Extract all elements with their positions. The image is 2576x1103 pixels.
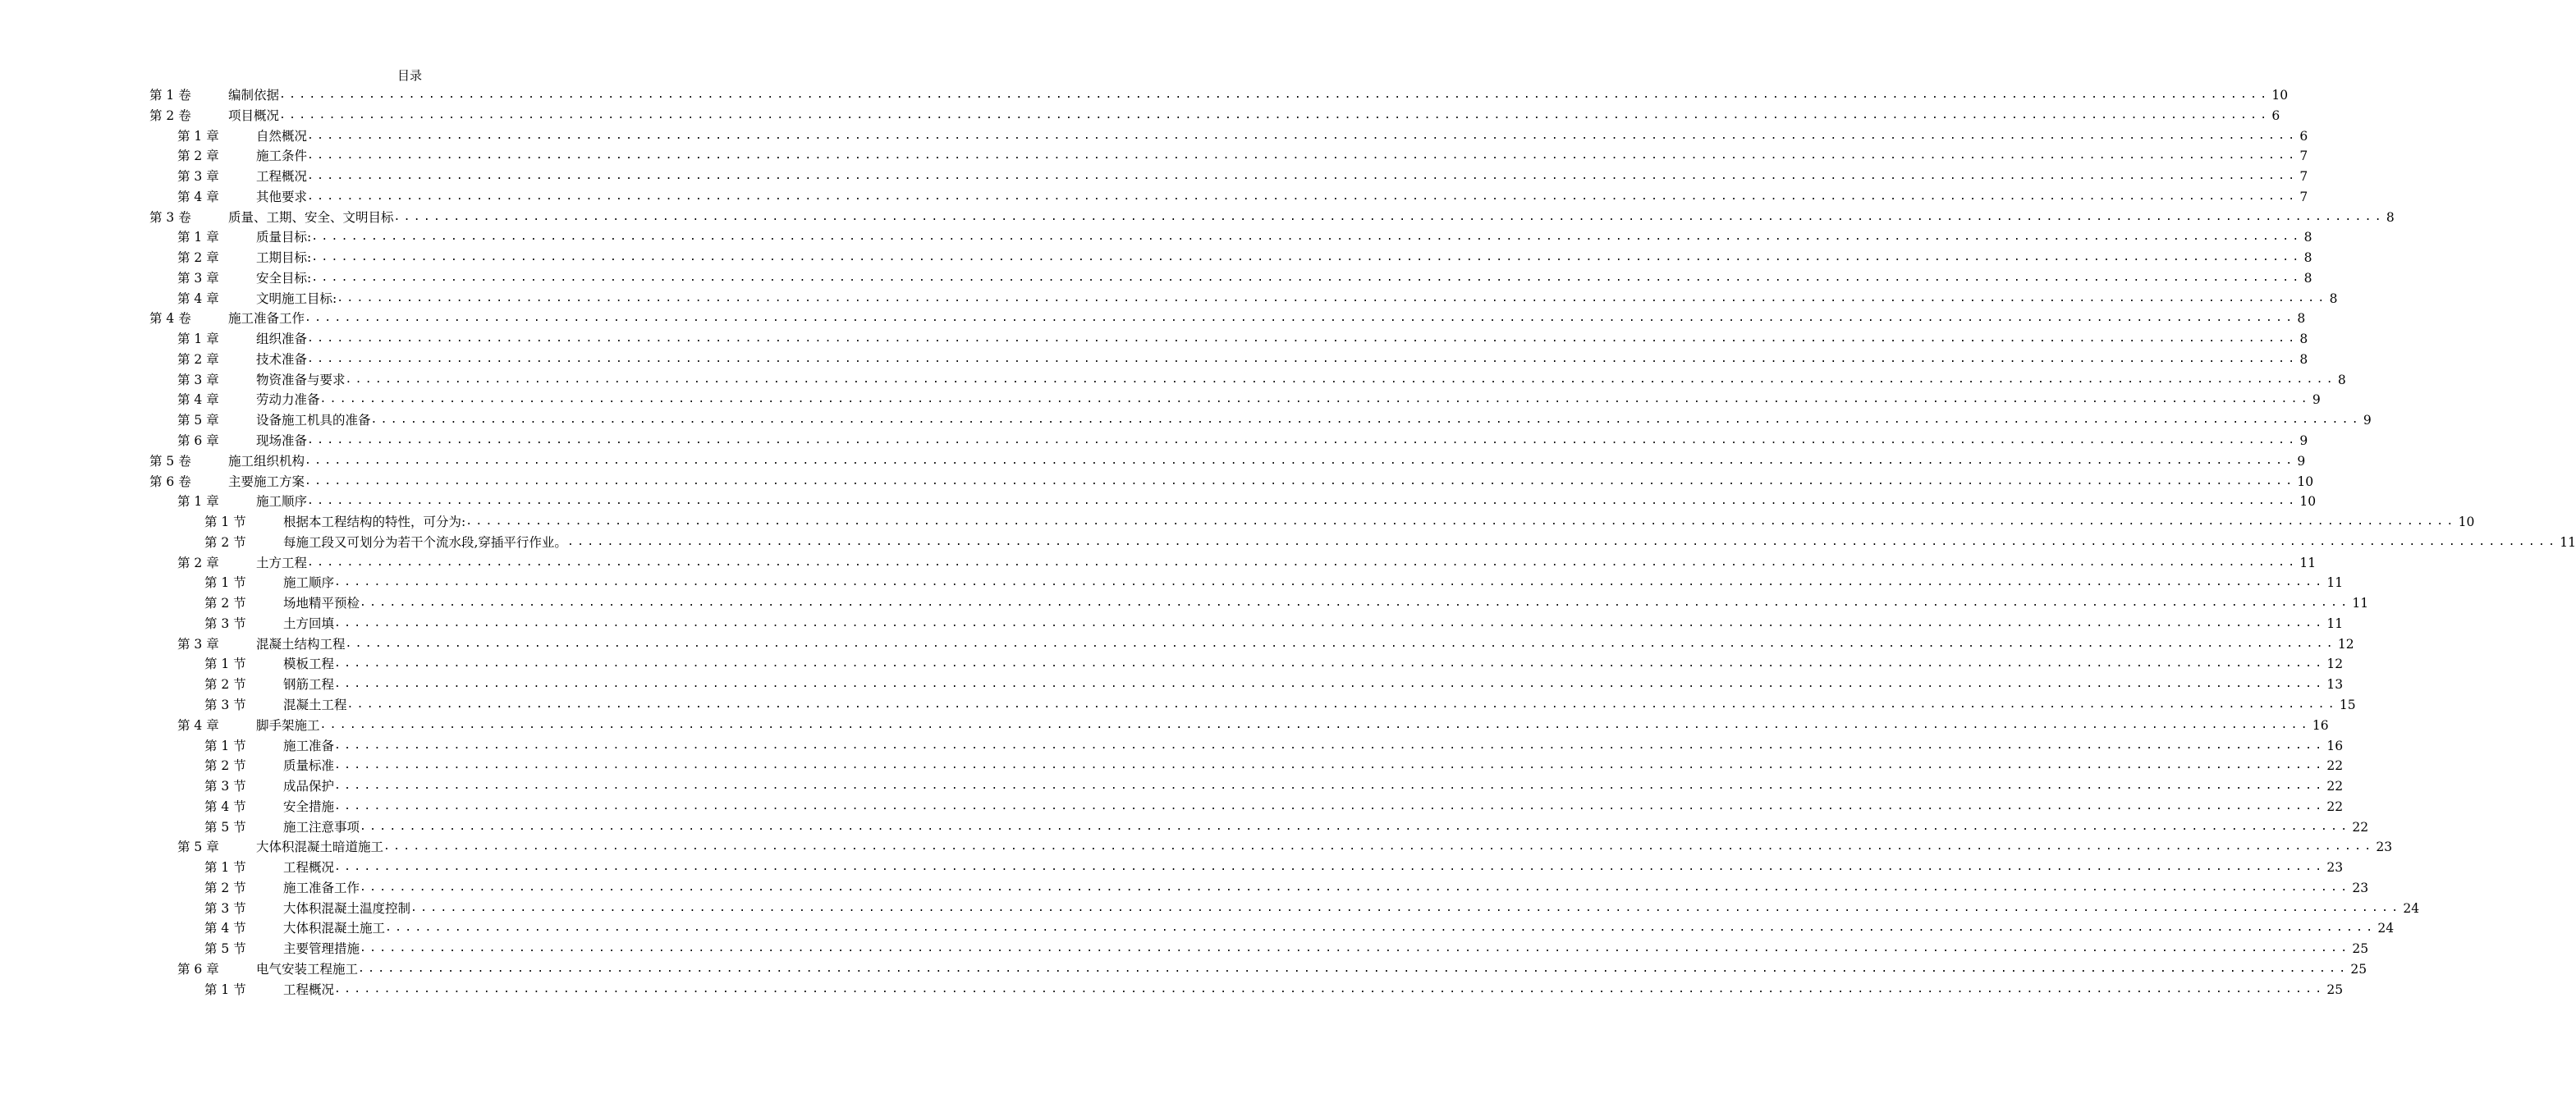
toc-entry[interactable] xyxy=(0,695,2356,716)
toc-entry-title: 现场准备 xyxy=(256,433,308,449)
toc-entry[interactable] xyxy=(0,390,2321,410)
toc-dot-leader: ........................................................................................................................................................................................................ xyxy=(305,454,2296,467)
toc-entry[interactable] xyxy=(0,837,2393,858)
toc-entry-page: 12 xyxy=(2337,636,2354,652)
toc-entry[interactable] xyxy=(0,512,2475,533)
page-title: 目录 xyxy=(396,68,422,83)
toc-entry-line xyxy=(283,512,2475,533)
toc-entry-page: 8 xyxy=(2299,351,2308,367)
toc-dot-leader: ........................................................................................................................................................................................................ xyxy=(279,108,2271,121)
toc-entry[interactable] xyxy=(0,85,2289,106)
toc-entry-line xyxy=(256,350,2308,370)
toc-entry[interactable] xyxy=(0,106,2280,126)
toc-entry-line xyxy=(283,817,2369,838)
toc-dot-leader: ........................................................................................................................................................................................................ xyxy=(305,474,2296,487)
toc-entry-line xyxy=(256,410,2372,431)
toc-entry-page: 11 xyxy=(2352,596,2369,611)
toc-entry-number: 第 4 节 xyxy=(204,799,246,814)
toc-entry-line xyxy=(228,106,2280,126)
toc-entry-line xyxy=(283,736,2344,757)
toc-entry-title: 土方工程 xyxy=(256,555,308,570)
toc-entry-page: 10 xyxy=(2271,88,2289,103)
toc-entry[interactable] xyxy=(0,776,2344,797)
toc-entry-title: 主要施工方案 xyxy=(228,474,305,489)
toc-entry-page: 24 xyxy=(2377,921,2395,936)
toc-dot-leader: ........................................................................................................................................................................................................ xyxy=(370,414,2362,427)
toc-entry-title: 质量标准 xyxy=(283,758,335,774)
toc-entry-line xyxy=(283,614,2344,634)
toc-entry-title: 工期目标: xyxy=(256,250,312,266)
toc-entry-number: 第 1 卷 xyxy=(149,88,191,103)
toc-entry-page: 7 xyxy=(2299,149,2308,164)
toc-dot-leader: ........................................................................................................................................................................................................ xyxy=(360,820,2351,833)
toc-entry-line xyxy=(283,797,2344,817)
toc-dot-leader: ........................................................................................................................................................................................................ xyxy=(410,901,2402,914)
toc-entry-title: 混凝土工程 xyxy=(283,697,347,712)
toc-entry-page: 8 xyxy=(2303,250,2312,266)
toc-entry-number: 第 5 卷 xyxy=(149,453,191,469)
toc-entry[interactable] xyxy=(0,492,2317,512)
toc-entry-title: 施工条件 xyxy=(256,149,308,164)
toc-entry-number: 第 6 章 xyxy=(177,433,219,449)
toc-entry-line xyxy=(256,390,2321,410)
toc-entry-line xyxy=(256,187,2308,208)
toc-entry-page: 8 xyxy=(2386,209,2395,225)
toc-entry-line xyxy=(256,329,2308,350)
toc-entry-line xyxy=(283,533,2576,553)
toc-entry-number: 第 3 章 xyxy=(177,270,219,286)
toc-dot-leader: ........................................................................................................................................................................................................ xyxy=(307,332,2299,346)
toc-entry[interactable] xyxy=(0,614,2344,634)
toc-entry[interactable] xyxy=(0,634,2354,655)
toc-dot-leader: ........................................................................................................................................................................................................ xyxy=(383,840,2375,854)
toc-entry-title: 主要管理措施 xyxy=(283,941,360,957)
toc-entry-line xyxy=(256,634,2354,655)
toc-entry-number: 第 3 章 xyxy=(177,372,219,387)
toc-entry-number: 第 3 章 xyxy=(177,169,219,185)
toc-entry-number: 第 1 节 xyxy=(204,575,246,591)
toc-entry-number: 第 2 节 xyxy=(204,880,246,895)
toc-entry-line xyxy=(283,918,2395,939)
toc-entry-number: 第 3 节 xyxy=(204,779,246,794)
toc-entry[interactable] xyxy=(0,451,2306,472)
toc-entry-page: 11 xyxy=(2560,534,2576,550)
toc-entry-line xyxy=(256,167,2308,187)
toc-entry-page: 22 xyxy=(2326,758,2344,774)
toc-dot-leader: ........................................................................................................................................................................................................ xyxy=(345,637,2336,650)
toc-entry-title: 设备施工机具的准备 xyxy=(256,413,371,428)
toc-entry-page: 9 xyxy=(2363,413,2372,428)
toc-entry-page: 15 xyxy=(2339,697,2356,712)
toc-entry-title: 土方回填 xyxy=(283,616,335,631)
toc-entry-line xyxy=(283,593,2369,614)
toc-entry-title: 物资准备与要求 xyxy=(256,372,346,387)
toc-entry-line xyxy=(256,553,2317,574)
toc-dot-leader: ........................................................................................................................................................................................................ xyxy=(305,312,2296,325)
toc-dot-leader: ........................................................................................................................................................................................................ xyxy=(311,251,2303,264)
toc-entry-title: 钢筋工程 xyxy=(283,677,335,693)
toc-entry-title: 电气安装工程施工 xyxy=(256,961,359,977)
toc-entry-title: 每施工段又可划分为若干个流水段,穿插平行作业。 xyxy=(283,534,567,550)
toc-entry-line xyxy=(228,85,2289,106)
toc-entry-line xyxy=(228,451,2306,472)
toc-entry-number: 第 1 节 xyxy=(204,860,246,876)
toc-entry-number: 第 3 卷 xyxy=(149,209,191,225)
toc-entry-line xyxy=(283,980,2344,1000)
toc-entry-title: 工程概况 xyxy=(283,982,335,997)
toc-entry-number: 第 6 章 xyxy=(177,961,219,977)
toc-dot-leader: ........................................................................................................................................................................................................ xyxy=(307,129,2299,142)
toc-dot-leader: ........................................................................................................................................................................................................ xyxy=(346,698,2338,711)
toc-entry-title: 其他要求 xyxy=(256,189,308,204)
toc-entry-line xyxy=(283,573,2344,593)
toc-dot-leader: ........................................................................................................................................................................................................ xyxy=(319,718,2311,731)
toc-entry-title: 施工顺序 xyxy=(256,494,308,510)
toc-entry[interactable] xyxy=(0,675,2344,695)
toc-entry-line xyxy=(256,837,2393,858)
toc-entry-page: 23 xyxy=(2352,880,2369,895)
toc-entry-line xyxy=(228,309,2306,329)
toc-entry[interactable] xyxy=(0,553,2317,574)
toc-dot-leader: ........................................................................................................................................................................................................ xyxy=(307,149,2299,162)
toc-entry-line xyxy=(256,227,2312,248)
toc-entry-line xyxy=(256,370,2346,391)
toc-entry-page: 22 xyxy=(2326,799,2344,814)
toc-entry-title: 项目概况 xyxy=(228,108,280,123)
toc-entry-line xyxy=(228,472,2314,492)
toc-entry-line xyxy=(256,126,2308,147)
toc-entry-page: 25 xyxy=(2350,961,2367,977)
toc-dot-leader: ........................................................................................................................................................................................................ xyxy=(393,210,2385,223)
toc-entry-number: 第 2 章 xyxy=(177,149,219,164)
toc-entry[interactable] xyxy=(0,472,2314,492)
toc-entry-number: 第 1 章 xyxy=(177,230,219,245)
toc-entry-page: 22 xyxy=(2352,819,2369,835)
toc-entry[interactable] xyxy=(0,227,2312,248)
toc-entry-page: 25 xyxy=(2326,982,2344,997)
toc-entry-number: 第 5 节 xyxy=(204,819,246,835)
toc-entry-page: 9 xyxy=(2299,433,2308,449)
toc-dot-leader: ........................................................................................................................................................................................................ xyxy=(307,352,2299,365)
toc-entry[interactable] xyxy=(0,878,2369,899)
toc-dot-leader: ........................................................................................................................................................................................................ xyxy=(334,759,2326,772)
toc-dot-leader: ........................................................................................................................................................................................................ xyxy=(358,962,2349,975)
toc-entry[interactable] xyxy=(0,146,2308,167)
toc-entry-number: 第 5 节 xyxy=(204,941,246,957)
toc-entry-page: 13 xyxy=(2326,677,2344,693)
toc-entry[interactable] xyxy=(0,410,2372,431)
toc-dot-leader: ........................................................................................................................................................................................................ xyxy=(307,434,2299,447)
toc-entry[interactable] xyxy=(0,329,2308,350)
toc-entry-line xyxy=(256,431,2308,451)
toc-entry-title: 劳动力准备 xyxy=(256,392,320,408)
toc-dot-leader: ........................................................................................................................................................................................................ xyxy=(385,922,2377,935)
toc-entry-number: 第 2 节 xyxy=(204,596,246,611)
toc-entry-page: 8 xyxy=(2303,230,2312,245)
toc-dot-leader: ........................................................................................................................................................................................................ xyxy=(334,576,2326,589)
toc-entry-number: 第 4 节 xyxy=(204,921,246,936)
toc-entry[interactable] xyxy=(0,654,2344,675)
toc-entry-number: 第 1 节 xyxy=(204,657,246,672)
toc-dot-leader: ........................................................................................................................................................................................................ xyxy=(334,616,2326,629)
toc-dot-leader: ........................................................................................................................................................................................................ xyxy=(337,291,2328,304)
toc-entry-page: 23 xyxy=(2376,840,2393,855)
toc-entry-line xyxy=(283,878,2369,899)
toc-entry-line xyxy=(283,654,2344,675)
toc-entry[interactable] xyxy=(0,533,2576,553)
toc-entry-page: 8 xyxy=(2303,270,2312,286)
table-of-contents xyxy=(0,85,2576,1000)
toc-entry[interactable] xyxy=(0,817,2369,838)
toc-dot-leader: ........................................................................................................................................................................................................ xyxy=(334,739,2326,752)
toc-entry-title: 场地精平预检 xyxy=(283,596,360,611)
toc-entry-page: 10 xyxy=(2299,494,2317,510)
toc-entry-number: 第 3 节 xyxy=(204,697,246,712)
toc-dot-leader: ........................................................................................................................................................................................................ xyxy=(334,799,2326,812)
toc-entry-page: 8 xyxy=(2299,332,2308,347)
toc-entry-page: 25 xyxy=(2352,941,2369,957)
toc-entry-title: 施工准备工作 xyxy=(283,880,360,895)
toc-dot-leader: ........................................................................................................................................................................................................ xyxy=(334,982,2326,995)
toc-entry-line xyxy=(283,695,2356,716)
toc-entry-page: 8 xyxy=(2297,311,2306,327)
toc-entry-line xyxy=(283,858,2344,878)
toc-entry-number: 第 4 章 xyxy=(177,291,219,306)
toc-entry-number: 第 3 章 xyxy=(177,636,219,652)
toc-entry-title: 大体积混凝土暗道施工 xyxy=(256,840,384,855)
toc-entry[interactable] xyxy=(0,187,2308,208)
toc-entry[interactable] xyxy=(0,756,2344,776)
toc-entry[interactable] xyxy=(0,167,2308,187)
toc-entry-number: 第 1 章 xyxy=(177,494,219,510)
toc-entry-title: 大体积混凝土温度控制 xyxy=(283,900,411,916)
toc-entry-line xyxy=(256,146,2308,167)
toc-entry[interactable] xyxy=(0,289,2338,309)
toc-entry-page: 23 xyxy=(2326,860,2344,876)
toc-entry-line xyxy=(256,289,2338,309)
toc-dot-leader: ........................................................................................................................................................................................................ xyxy=(566,535,2559,548)
toc-dot-leader: ........................................................................................................................................................................................................ xyxy=(360,942,2351,955)
toc-entry-number: 第 5 章 xyxy=(177,413,219,428)
toc-dot-leader: ........................................................................................................................................................................................................ xyxy=(334,678,2326,691)
toc-entry-title: 工程概况 xyxy=(283,860,335,876)
toc-entry-line xyxy=(256,248,2312,268)
toc-entry[interactable] xyxy=(0,959,2367,980)
toc-entry-number: 第 1 节 xyxy=(204,738,246,753)
toc-entry-title: 组织准备 xyxy=(256,332,308,347)
toc-entry-page: 8 xyxy=(2337,372,2346,387)
toc-dot-leader: ........................................................................................................................................................................................................ xyxy=(311,271,2303,284)
toc-entry-page: 6 xyxy=(2271,108,2280,123)
toc-entry-number: 第 2 节 xyxy=(204,758,246,774)
toc-entry[interactable] xyxy=(0,736,2344,757)
toc-entry-title: 工程概况 xyxy=(256,169,308,185)
toc-entry-title: 混凝土结构工程 xyxy=(256,636,346,652)
toc-entry-page: 11 xyxy=(2326,575,2344,591)
toc-entry-title: 自然概况 xyxy=(256,128,308,144)
toc-entry-number: 第 1 节 xyxy=(204,515,246,530)
toc-entry-page: 8 xyxy=(2329,291,2338,306)
toc-entry-title: 技术准备 xyxy=(256,351,308,367)
toc-entry[interactable] xyxy=(0,248,2312,268)
toc-entry-page: 16 xyxy=(2312,717,2329,733)
toc-entry-line xyxy=(256,716,2329,736)
toc-entry-title: 施工组织机构 xyxy=(228,453,305,469)
toc-entry-line xyxy=(283,776,2344,797)
toc-entry-number: 第 2 卷 xyxy=(149,108,191,123)
toc-entry-line xyxy=(256,959,2367,980)
toc-entry-number: 第 2 章 xyxy=(177,351,219,367)
toc-entry-line xyxy=(283,756,2344,776)
toc-entry-title: 施工顺序 xyxy=(283,575,335,591)
toc-entry-title: 施工准备工作 xyxy=(228,311,305,327)
toc-entry-line xyxy=(256,268,2312,289)
toc-entry-title: 施工注意事项 xyxy=(283,819,360,835)
toc-entry-line xyxy=(283,899,2420,919)
toc-dot-leader: ........................................................................................................................................................................................................ xyxy=(360,597,2351,610)
toc-entry[interactable] xyxy=(0,918,2395,939)
toc-dot-leader: ........................................................................................................................................................................................................ xyxy=(307,495,2299,508)
toc-entry[interactable] xyxy=(0,797,2344,817)
toc-entry-number: 第 3 节 xyxy=(204,900,246,916)
toc-entry-number: 第 4 章 xyxy=(177,392,219,408)
toc-entry[interactable] xyxy=(0,858,2344,878)
toc-entry[interactable] xyxy=(0,593,2369,614)
toc-entry-page: 7 xyxy=(2299,169,2308,185)
toc-entry-title: 成品保护 xyxy=(283,779,335,794)
toc-dot-leader: ........................................................................................................................................................................................................ xyxy=(311,231,2303,244)
toc-entry-title: 文明施工目标: xyxy=(256,291,337,306)
toc-entry-number: 第 6 卷 xyxy=(149,474,191,489)
toc-entry[interactable] xyxy=(0,899,2420,919)
toc-dot-leader: ........................................................................................................................................................................................................ xyxy=(360,881,2351,894)
toc-entry-number: 第 2 章 xyxy=(177,555,219,570)
toc-entry-number: 第 1 章 xyxy=(177,128,219,144)
toc-entry-page: 10 xyxy=(2458,515,2475,530)
toc-entry-line xyxy=(228,208,2395,228)
toc-entry[interactable] xyxy=(0,431,2308,451)
toc-entry-number: 第 2 章 xyxy=(177,250,219,266)
toc-entry[interactable] xyxy=(0,350,2308,370)
toc-entry-page: 6 xyxy=(2299,128,2308,144)
toc-entry-page: 12 xyxy=(2326,657,2344,672)
toc-entry-number: 第 4 章 xyxy=(177,189,219,204)
toc-entry-number: 第 1 节 xyxy=(204,982,246,997)
toc-dot-leader: ........................................................................................................................................................................................................ xyxy=(334,861,2326,874)
toc-entry-page: 7 xyxy=(2299,189,2308,204)
toc-entry-title: 施工准备 xyxy=(283,738,335,753)
toc-entry-title: 质量目标: xyxy=(256,230,312,245)
toc-entry-number: 第 3 节 xyxy=(204,616,246,631)
toc-entry-line xyxy=(283,939,2369,959)
toc-dot-leader: ........................................................................................................................................................................................................ xyxy=(279,89,2271,101)
toc-dot-leader: ........................................................................................................................................................................................................ xyxy=(307,190,2299,203)
toc-dot-leader: ........................................................................................................................................................................................................ xyxy=(334,780,2326,793)
toc-dot-leader: ........................................................................................................................................................................................................ xyxy=(465,515,2457,529)
toc-dot-leader: ........................................................................................................................................................................................................ xyxy=(307,170,2299,183)
toc-entry-title: 脚手架施工 xyxy=(256,717,320,733)
toc-dot-leader: ........................................................................................................................................................................................................ xyxy=(334,657,2326,670)
toc-entry[interactable] xyxy=(0,208,2395,228)
toc-entry-page: 11 xyxy=(2326,616,2344,631)
toc-entry[interactable] xyxy=(0,716,2329,736)
toc-entry-page: 11 xyxy=(2299,555,2317,570)
toc-entry[interactable] xyxy=(0,939,2369,959)
toc-entry-number: 第 4 章 xyxy=(177,717,219,733)
toc-entry-line xyxy=(256,492,2317,512)
toc-entry[interactable] xyxy=(0,573,2344,593)
toc-entry-page: 9 xyxy=(2312,392,2321,408)
toc-entry-title: 安全措施 xyxy=(283,799,335,814)
toc-entry-number: 第 2 节 xyxy=(204,677,246,693)
toc-entry-number: 第 2 节 xyxy=(204,534,246,550)
toc-entry[interactable] xyxy=(0,126,2308,147)
toc-dot-leader: ........................................................................................................................................................................................................ xyxy=(319,393,2311,406)
toc-entry-page: 24 xyxy=(2403,900,2420,916)
toc-entry-page: 22 xyxy=(2326,779,2344,794)
toc-entry-number: 第 4 卷 xyxy=(149,311,191,327)
toc-entry[interactable] xyxy=(0,268,2312,289)
toc-entry-title: 大体积混凝土施工 xyxy=(283,921,386,936)
toc-entry-number: 第 5 章 xyxy=(177,840,219,855)
toc-entry[interactable] xyxy=(0,980,2344,1000)
toc-dot-leader: ........................................................................................................................................................................................................ xyxy=(345,373,2336,386)
toc-entry-page: 16 xyxy=(2326,738,2344,753)
toc-entry[interactable] xyxy=(0,309,2306,329)
toc-dot-leader: ........................................................................................................................................................................................................ xyxy=(307,556,2299,569)
toc-entry-page: 10 xyxy=(2297,474,2314,489)
toc-entry-title: 安全目标: xyxy=(256,270,312,286)
toc-entry-page: 9 xyxy=(2297,453,2306,469)
toc-entry-number: 第 1 章 xyxy=(177,332,219,347)
toc-entry[interactable] xyxy=(0,370,2346,391)
toc-entry-title: 编制依据 xyxy=(228,88,280,103)
toc-entry-title: 模板工程 xyxy=(283,657,335,672)
toc-entry-title: 根据本工程结构的特性，可分为: xyxy=(283,515,466,530)
toc-entry-title: 质量、工期、安全、文明目标 xyxy=(228,209,394,225)
toc-entry-line xyxy=(283,675,2344,695)
